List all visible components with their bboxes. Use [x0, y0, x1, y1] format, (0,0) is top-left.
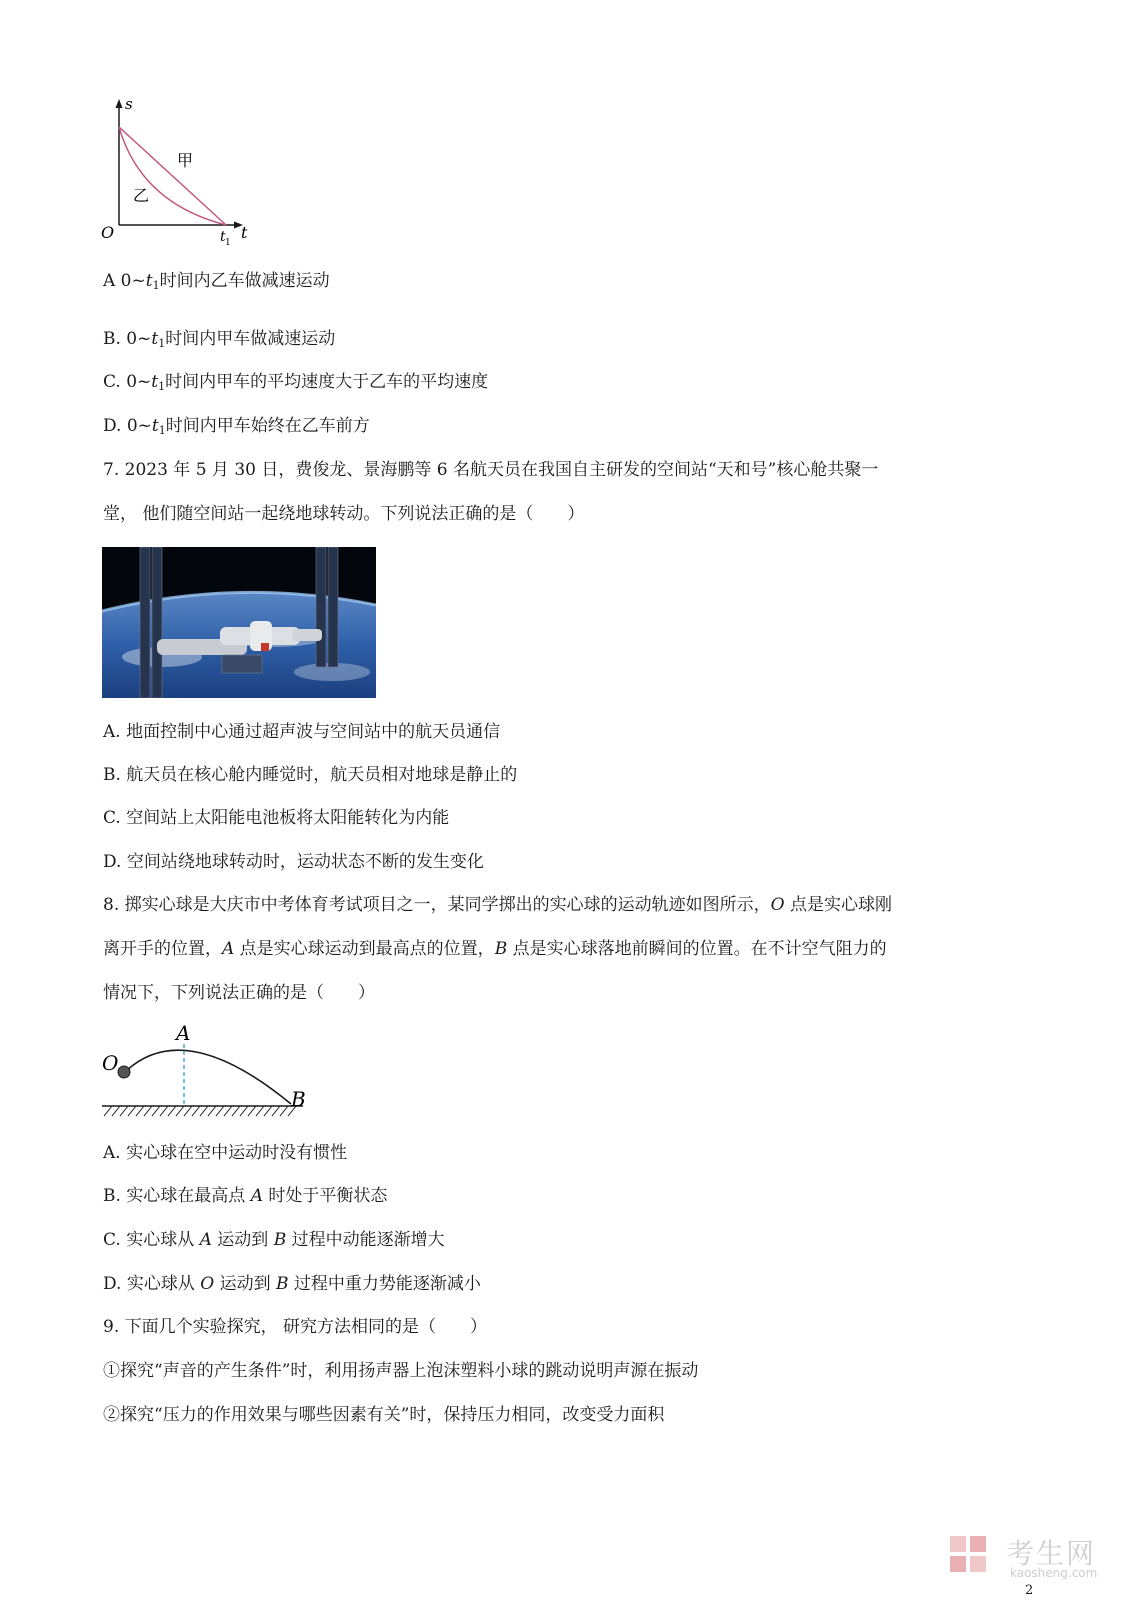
trajectory-figure [98, 1020, 318, 1120]
q6-option-a-sub: 1 [152, 279, 160, 292]
q6-option-d-sub: 1 [158, 424, 166, 437]
q6-option-c-t: t [151, 372, 159, 392]
q6-option-d [103, 415, 370, 442]
q8-option-b-2: 时处于平衡状态 [263, 1186, 388, 1206]
q8-option-d-1: D. 实心球从 [103, 1274, 201, 1294]
watermark-logo-icon [948, 1530, 1000, 1582]
q6-option-d-text: 时间内甲车始终在乙车前方 [165, 416, 370, 436]
q7-option-d: D. 空间站绕地球转动时，运动状态不断的发生变化 [103, 852, 484, 872]
q8-option-b-A: A [250, 1186, 263, 1206]
q6-option-b-text: 时间内甲车做减速运动 [165, 329, 336, 349]
q6-option-c-sub: 1 [158, 380, 166, 393]
q8-option-d-2: 运动到 [214, 1274, 276, 1294]
q6-option-a-t: t [145, 271, 153, 291]
q8-option-a: A. 实心球在空中运动时没有惯性 [103, 1143, 348, 1163]
tick-label-t1: t [220, 229, 226, 245]
axis-label-t: t [241, 223, 248, 242]
q8-option-b-1: B. 实心球在最高点 [103, 1186, 251, 1206]
q8-stem-line1-b: 点是实心球刚 [784, 895, 892, 915]
ball-icon [118, 1066, 130, 1078]
q9-stem: 9. 下面几个实验探究， 研究方法相同的是（ ） [103, 1317, 488, 1337]
q8-stem-line2-B: B [494, 939, 508, 959]
q8-option-d-3: 过程中重力势能逐渐减小 [288, 1274, 481, 1294]
q9-item-2: ②探究“压力的作用效果与哪些因素有关”时，保持压力相同，改变受力面积 [103, 1405, 665, 1425]
q8-stem-line1-o: O [770, 895, 785, 915]
q7-option-a: A. 地面控制中心通过超声波与空间站中的航天员通信 [103, 722, 501, 742]
axis-label-s: s [125, 95, 133, 113]
watermark-text: 考生网 [1006, 1537, 1097, 1570]
trajectory-curve [125, 1050, 291, 1104]
q6-option-d-t: t [151, 416, 159, 436]
point-label-b: B [291, 1087, 306, 1111]
q6-option-b [103, 328, 335, 355]
q8-stem-line2-b: 点是实心球运动到最高点的位置， [234, 939, 495, 959]
q8-option-d [103, 1273, 481, 1295]
q8-stem-line2-A: A [222, 939, 235, 959]
q8-stem-line2 [103, 938, 887, 960]
q6-option-a-text: 时间内乙车做减速运动 [159, 271, 330, 291]
y-axis-arrow-icon [116, 99, 123, 108]
q7-stem-line2: 堂， 他们随空间站一起绕地球转动。下列说法正确的是（ ） [103, 504, 585, 524]
ground-hatching [104, 1106, 296, 1116]
page-number: 2 [1025, 1583, 1034, 1598]
origin-label: O [101, 223, 115, 242]
q8-option-c-3: 过程中动能逐渐增大 [286, 1230, 445, 1250]
q6-option-c [103, 371, 488, 398]
q8-stem-line3: 情况下，下列说法正确的是（ ） [103, 983, 375, 1003]
q8-stem-line1 [103, 894, 892, 916]
q8-option-c-2: 运动到 [211, 1230, 274, 1250]
q7-stem-line1: 7. 2023 年 5 月 30 日，费俊龙、景海鹏等 6 名航天员在我国自主研发的空间站“天和号”核心舱共聚一 [103, 460, 879, 480]
q6-option-c-prefix: C. 0~ [103, 372, 152, 392]
q8-option-c-B: B [273, 1230, 287, 1250]
q8-option-d-O: O [200, 1274, 215, 1294]
q8-stem-line2-a: 离开手的位置， [103, 939, 222, 959]
q8-option-c-A: A [199, 1230, 212, 1250]
q6-option-c-text: 时间内甲车的平均速度大于乙车的平均速度 [165, 372, 489, 392]
point-label-a: A [176, 1021, 191, 1045]
q8-stem-line1-a: 8. 掷实心球是大庆市中考体育考试项目之一，某同学掷出的实心球的运动轨迹如图所示， [103, 895, 771, 915]
q6-option-d-prefix: D. 0~ [103, 416, 152, 436]
q7-option-b: B. 航天员在核心舱内睡觉时，航天员相对地球是静止的 [103, 765, 518, 785]
q6-option-b-sub: 1 [158, 337, 166, 350]
tick-label-t1-sub: 1 [225, 238, 231, 248]
watermark-url: kaosheng.com [1010, 1566, 1098, 1580]
curve-jia [119, 127, 226, 225]
point-label-o: O [102, 1051, 119, 1075]
q8-option-c [103, 1229, 445, 1251]
q6-option-b-t: t [151, 329, 159, 349]
q8-option-d-B: B [276, 1274, 289, 1294]
st-graph [95, 95, 265, 250]
curve-label-jia: 甲 [177, 151, 194, 170]
curve-label-yi: 乙 [133, 186, 150, 205]
watermark [948, 1530, 1118, 1582]
q6-option-a [103, 270, 330, 297]
q8-option-b [103, 1185, 387, 1207]
q7-option-c: C. 空间站上太阳能电池板将太阳能转化为内能 [103, 808, 450, 828]
q8-stem-line2-c: 点是实心球落地前瞬间的位置。在不计空气阻力的 [507, 939, 887, 959]
q6-option-b-prefix: B. 0~ [103, 329, 152, 349]
q6-option-a-prefix: A 0~ [103, 271, 146, 291]
space-station-photo [102, 547, 376, 698]
q9-item-1: ①探究“声音的产生条件”时，利用扬声器上泡沫塑料小球的跳动说明声源在振动 [103, 1361, 699, 1381]
q8-option-c-1: C. 实心球从 [103, 1230, 200, 1250]
